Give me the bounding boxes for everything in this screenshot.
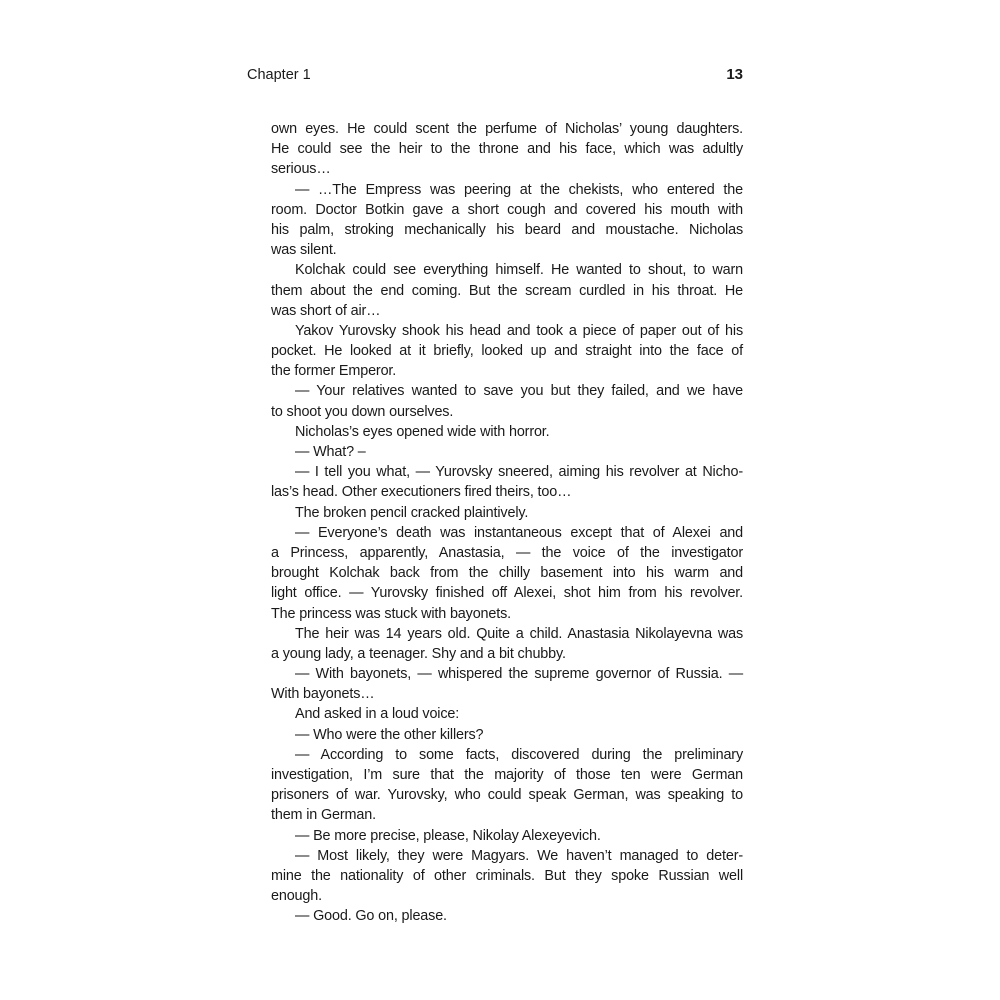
text-line: was silent. [271,242,337,259]
text-line: las’s head. Other executioners fired theirs, too… [271,484,572,501]
text-line: mine the nationality of other criminals. But they spoke Russian well [271,867,743,884]
text-line: was short of air… [271,302,381,319]
chapter-label: Chapter 1 [247,67,311,83]
text-line: serious… [271,161,331,178]
text-line: — What? – [295,444,366,460]
text-line: them in German. [271,807,376,824]
text-line: the former Emperor. [271,363,397,380]
text-line: — I tell you what, — Yurovsky sneered, aiming his revolver at Nicho- [295,464,743,481]
text-line: — According to some facts, discovered during the preliminary [295,746,743,763]
text-line: The broken pencil cracked plaintively. [295,504,529,521]
text-line: Kolchak could see everything himself. He wanted to shout, to warn [295,262,743,279]
text-line: prisoners of war. Yurovsky, who could speak German, was speaking to [271,787,743,804]
text-line: The heir was 14 years old. Quite a child. Anastasia Nikolayevna was [295,625,743,642]
text-line: — Your relatives wanted to save you but they failed, and we have [295,383,743,400]
text-line: — …The Empress was peering at the chekists, who entered the [295,181,743,198]
text-line: — Everyone’s death was instantaneous except that of Alexei and [295,524,743,541]
text-line: — Be more precise, please, Nikolay Alexeyevich. [295,827,601,844]
text-line: to shoot you down ourselves. [271,403,454,420]
text-line: The princess was stuck with bayonets. [271,605,511,622]
running-header [247,65,743,85]
text-line: — Most likely, they were Magyars. We haven’t managed to deter- [295,847,743,864]
text-line: his palm, stroking mechanically his beard and moustache. Nicholas [271,221,743,238]
text-line: — Who were the other killers? [295,726,484,743]
text-line: enough. [271,888,322,905]
text-line: pocket. He looked at it briefly, looked up and straight into the face of [271,343,743,360]
text-line: With bayonets… [271,686,375,703]
text-line: them about the end coming. But the scream curdled in his throat. He [271,282,743,299]
text-line: Nicholas’s eyes opened wide with horror. [295,423,550,440]
text-line: room. Doctor Botkin gave a short cough and covered his mouth with [271,201,743,218]
body-text [271,119,743,927]
text-line: Yakov Yurovsky shook his head and took a piece of paper out of his [295,322,743,339]
text-line: investigation, I’m sure that the majority of those ten were German [271,767,743,783]
text-line: light office. — Yurovsky finished off Alexei, shot him from his revolver. [271,585,743,602]
text-line: — Good. Go on, please. [295,908,447,925]
text-line: And asked in a loud voice: [295,706,460,723]
page-number: 13 [726,66,743,83]
text-line: a young lady, a teenager. Shy and a bit chubby. [271,645,566,662]
text-line: own eyes. He could scent the perfume of Nicholas’ young daughters. [271,121,743,137]
text-line: brought Kolchak back from the chilly basement into his warm and [271,565,743,582]
text-line: He could see the heir to the throne and his face, which was adultly [271,141,743,158]
text-line: a Princess, apparently, Anastasia, — the voice of the investigator [271,544,743,561]
text-line: — With bayonets, — whispered the supreme governor of Russia. — [295,666,743,683]
